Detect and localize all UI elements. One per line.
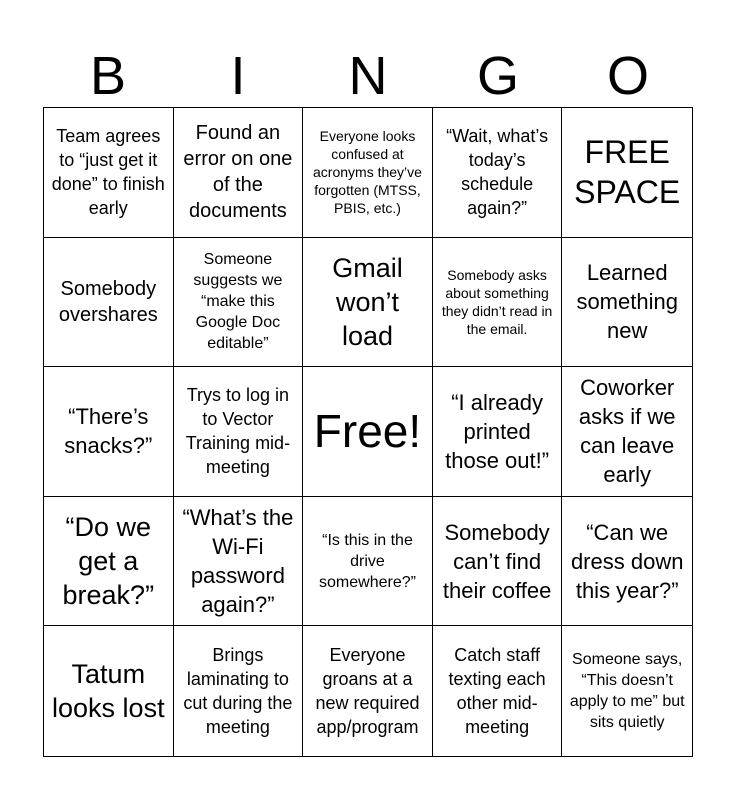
cell-text: Somebody asks about something they didn’t read in the email. xyxy=(441,266,553,337)
bingo-cell[interactable] xyxy=(433,108,563,238)
bingo-cell[interactable] xyxy=(562,626,692,756)
bingo-cell[interactable] xyxy=(303,497,433,627)
cell-text: “Do we get a break?” xyxy=(62,512,155,611)
cell-text: Team agrees to “just get it done” to finish early xyxy=(51,126,165,219)
cell-text: Somebody can’t find their coffee xyxy=(442,519,552,603)
header-letter-g: G xyxy=(476,46,519,106)
cell-text: “Is this in the drive somewhere?” xyxy=(319,531,416,591)
bingo-cell[interactable] xyxy=(174,367,304,497)
cell-text: Everyone looks confused at acronyms they’ve forgotten (MTSS, PBIS, etc.) xyxy=(313,128,422,217)
bingo-cell-free-space[interactable] xyxy=(562,108,692,238)
cell-text: Catch staff texting each other mid-meeting xyxy=(448,645,546,738)
cell-text: “Wait, what’s today’s schedule again?” xyxy=(446,126,549,219)
header-letter-b: B xyxy=(89,46,127,106)
bingo-cell[interactable] xyxy=(562,238,692,368)
cell-text: Gmail won’t load xyxy=(332,252,403,351)
header-letter-n: N xyxy=(348,46,388,106)
bingo-cell[interactable] xyxy=(303,238,433,368)
cell-text: Coworker asks if we can leave early xyxy=(578,375,676,488)
bingo-cell[interactable] xyxy=(44,367,174,497)
cell-text: Trys to log in to Vector Training mid-meeting xyxy=(185,385,291,478)
header-letter-i: I xyxy=(230,46,246,106)
bingo-board xyxy=(43,107,693,757)
bingo-cell[interactable] xyxy=(433,367,563,497)
bingo-cell[interactable] xyxy=(44,238,174,368)
cell-text: Free! xyxy=(313,405,422,458)
cell-text: Someone says, “This doesn’t apply to me” but sits quietly xyxy=(569,651,685,732)
bingo-cell-free[interactable] xyxy=(303,367,433,497)
cell-text: “There’s snacks?” xyxy=(64,404,153,459)
cell-text: “What’s the Wi-Fi password again?” xyxy=(182,505,294,618)
bingo-cell[interactable] xyxy=(433,497,563,627)
bingo-cell[interactable] xyxy=(174,626,304,756)
bingo-cell[interactable] xyxy=(44,108,174,238)
cell-text: Tatum looks lost xyxy=(52,659,165,724)
cell-text: Learned something new xyxy=(576,260,678,344)
cell-text: “I already printed those out!” xyxy=(445,389,550,473)
bingo-cell[interactable] xyxy=(303,626,433,756)
cell-text: “Can we dress down this year?” xyxy=(570,519,684,603)
bingo-cell[interactable] xyxy=(562,367,692,497)
bingo-cell[interactable] xyxy=(44,497,174,627)
cell-text: Found an error on one of the documents xyxy=(183,122,293,223)
bingo-header xyxy=(43,44,693,108)
bingo-cell[interactable] xyxy=(44,626,174,756)
cell-text: Somebody overshares xyxy=(58,277,158,326)
bingo-cell[interactable] xyxy=(433,626,563,756)
bingo-cell[interactable] xyxy=(174,108,304,238)
bingo-cell[interactable] xyxy=(174,238,304,368)
header-letter-o: O xyxy=(606,46,649,106)
cell-text: Everyone groans at a new required app/program xyxy=(315,645,420,738)
cell-text: Someone suggests we “make this Google Doc editable” xyxy=(193,251,283,353)
bingo-cell[interactable] xyxy=(433,238,563,368)
cell-text: FREE SPACE xyxy=(574,134,681,211)
bingo-cell[interactable] xyxy=(174,497,304,627)
bingo-cell[interactable] xyxy=(562,497,692,627)
bingo-cell[interactable] xyxy=(303,108,433,238)
cell-text: Brings laminating to cut during the meeting xyxy=(183,645,293,738)
